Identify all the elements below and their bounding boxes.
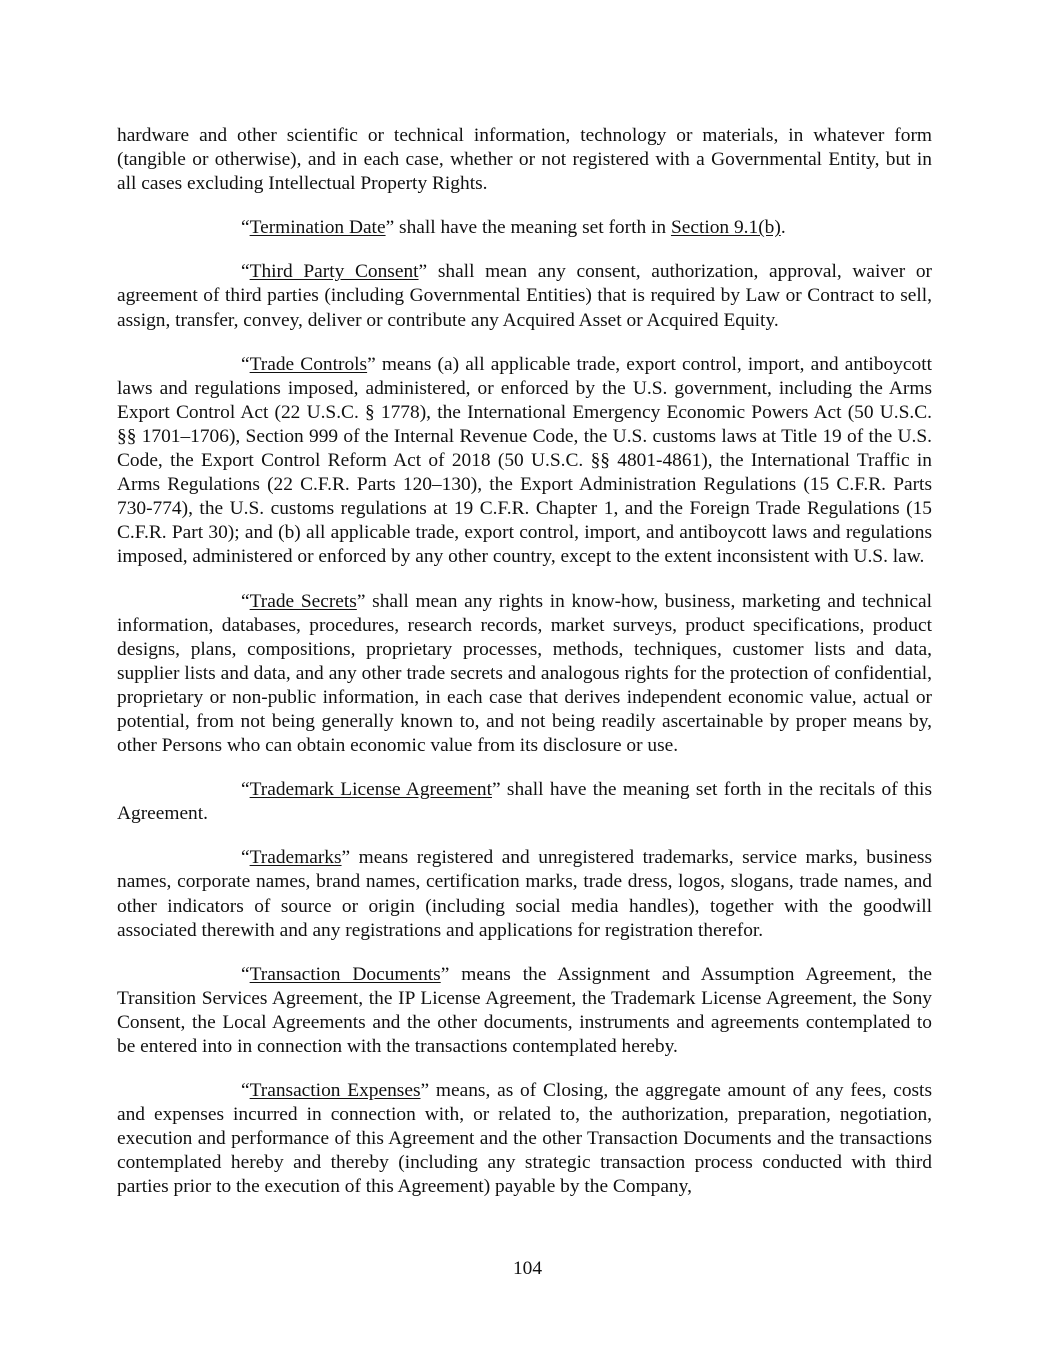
defined-term: Transaction Documents xyxy=(249,963,441,985)
definition-trade-secrets: “Trade Secrets” shall mean any rights in know-how, business, marketing and technical information, databases, procedures, research records, market surveys, product specifications, product designs, plans, compositions, proprietary processes, methods, techniques, customer lists and data, supplier lists and data, and any other trade secrets and analogous rights for the protection of confidential, proprietary or non-public information, in each case that derives independent economic value, actual or potential, from not being generally known to, and not being readily ascertainable by proper means by, other Persons who can obtain economic value from its disclosure or use. xyxy=(117,590,932,757)
definition-transaction-expenses: “Transaction Expenses” means, as of Closing, the aggregate amount of any fees, costs and expenses incurred in connection with, or related to, the authorization, preparation, negotiation, execution and performance of this Agreement and the other Transaction Documents and the transactions contemplated hereby and thereby (including any strategic transaction process conducted with third parties prior to the execution of this Agreement) payable by the Company, xyxy=(117,1080,932,1198)
defined-term: Trade Secrets xyxy=(249,590,357,612)
defined-term: Trademark License Agreement xyxy=(249,779,492,801)
defined-term: Trade Controls xyxy=(249,353,368,375)
definition-trade-controls: “Trade Controls” means (a) all applicable trade, export control, import, and antiboycott laws and regulations imposed, administered, or enforced by the U.S. government, including the Arms Export Control Act (22 U.S.C. § 1778), the International Emergency Economic Powers Act (50 U.S.C. §§ 1701–1706), Section 999 of the Internal Revenue Code, the U.S. customs laws at Title 19 of the U.S. Code, the Export Control Reform Act of 2018 (50 U.S.C. §§ 4801-4861), the International Traffic in Arms Regulations (22 C.F.R. Parts 120–130), the Export Administration Regulations (15 C.F.R. Parts 730-774), the U.S. customs regulations at 19 C.F.R. Chapter 1, and the Foreign Trade Regulations (15 C.F.R. Part 30); and (b) all applicable trade, export control, import, and antiboycott laws and regulations imposed, administered or enforced by any other country, except to the extent inconsistent with U.S. law. xyxy=(117,353,932,568)
definition-termination-date: “Termination Date” shall have the meaning set forth in Section 9.1(b). xyxy=(241,217,786,239)
page-number: 104 xyxy=(512,1258,543,1279)
defined-term: Termination Date xyxy=(249,217,386,239)
definition-trademark-license-agreement: “Trademark License Agreement” shall have the meaning set forth in the recitals of this Agreement. xyxy=(117,779,932,825)
defined-term: Transaction Expenses xyxy=(249,1080,421,1102)
section-reference: Section 9.1(b) xyxy=(670,217,781,239)
definition-trademarks: “Trademarks” means registered and unregistered trademarks, service marks, business names, corporate names, brand names, certification marks, trade dress, logos, slogans, trade names, and other indicators of source or origin (including social media handles), together with the goodwill associated therewith and any registrations and applications for registration therefor. xyxy=(117,847,932,941)
paragraph-continuation: hardware and other scientific or technical information, technology or materials, in whatever form (tangible or otherwise), and in each case, whether or not registered with a Governmental Entity, but in all cases excluding Intellectual Property Rights. xyxy=(117,125,932,195)
defined-term: Third Party Consent xyxy=(249,261,419,283)
document-body xyxy=(117,124,932,1220)
definition-third-party-consent: “Third Party Consent” shall mean any consent, authorization, approval, waiver or agreement of third parties (including Governmental Entities) that is required by Law or Contract to sell, assign, transfer, convey, deliver or contribute any Acquired Asset or Acquired Equity. xyxy=(117,261,933,331)
definition-transaction-documents: “Transaction Documents” means the Assignment and Assumption Agreement, the Transition Services Agreement, the IP License Agreement, the Trademark License Agreement, the Sony Consent, the Local Agreements and the other documents, instruments and agreements contemplated to be entered into in connection with the transactions contemplated hereby. xyxy=(117,963,932,1057)
defined-term: Trademarks xyxy=(249,847,342,869)
